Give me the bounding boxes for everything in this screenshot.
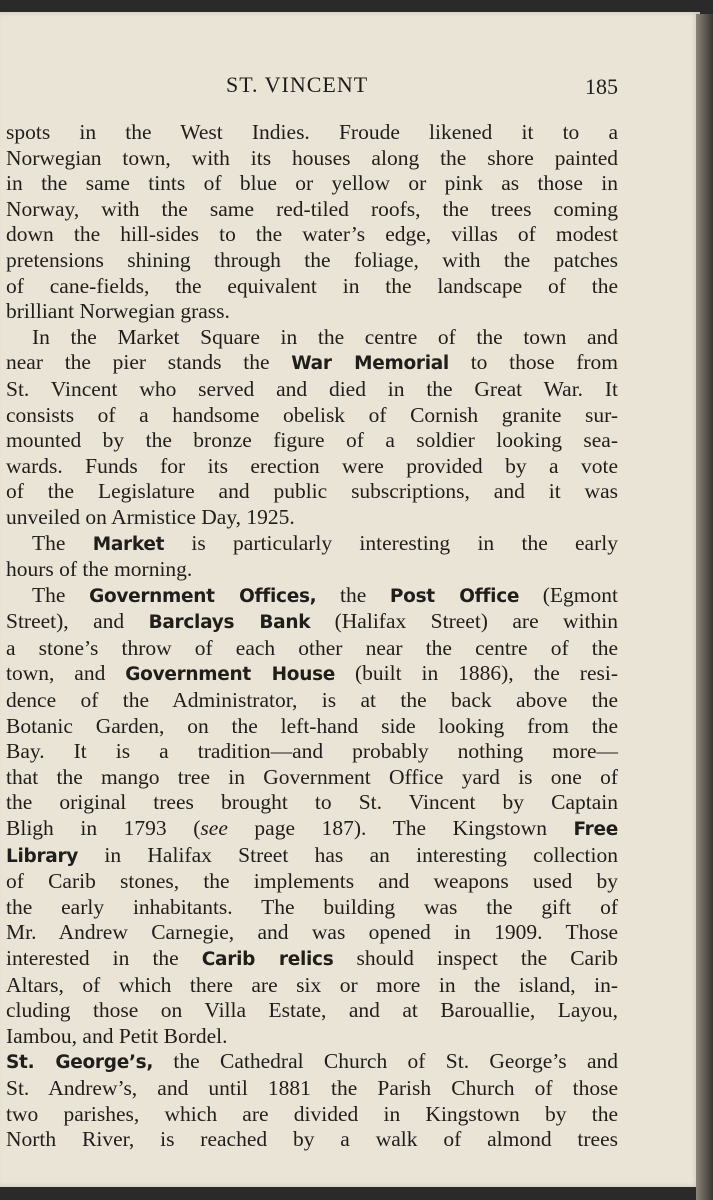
text-line: The Market is particularly interesting in the early <box>32 530 618 555</box>
heading-barclays-bank: Barclays Bank <box>148 612 311 634</box>
text-line: Norwegian town, with its houses along the shore painted <box>6 145 618 170</box>
text-line: The Government Offices, the Post Office (Egmont <box>32 582 618 607</box>
text-line: consists of a handsome obelisk of Cornish granite sur- <box>6 402 618 427</box>
text-line: of the Legislature and public subscriptions, and it was <box>6 479 618 504</box>
text-line: a stone’s throw of each other near the centre of the <box>6 635 618 660</box>
text-line: that the mango tree in Government Office yard is one of <box>6 764 618 789</box>
text-line: hours of the morning. <box>6 557 193 582</box>
book-page <box>0 12 700 1187</box>
text-line: Mr. Andrew Carnegie, and was opened in 1909. Those <box>6 920 618 945</box>
text-line: near the pier stands the War Memorial to those from <box>6 350 618 375</box>
text-line: Botanic Garden, on the left-hand side looking from the <box>6 713 618 738</box>
text-line: wards. Funds for its erection were provided by a vote <box>6 453 618 478</box>
text-line: pretensions shining through the foliage, with the patches <box>6 247 618 272</box>
heading-government-house: Government House <box>125 664 336 686</box>
text-line: In the Market Square in the centre of the town and <box>32 324 618 349</box>
text-line: down the hill-sides to the water’s edge, villas of modest <box>6 222 618 247</box>
heading-free: Free <box>573 819 618 841</box>
running-title: ST. VINCENT <box>226 72 369 97</box>
heading-library: Library <box>6 845 79 867</box>
body-text <box>6 120 618 1153</box>
heading-st-georges: St. George’s, <box>6 1052 154 1074</box>
text-line: St. Vincent who served and died in the Great War. It <box>6 376 618 401</box>
text-line: St. Andrew’s, and until 1881 the Parish Church of those <box>6 1075 618 1100</box>
page-header <box>0 72 700 108</box>
text-line: in the same tints of blue or yellow or pink as those in <box>6 171 618 196</box>
text-line: unveiled on Armistice Day, 1925. <box>6 504 295 529</box>
text-line: St. George’s, the Cathedral Church of St. George’s and <box>6 1049 618 1074</box>
text-line: of cane-fields, the equivalent in the landscape of the <box>6 273 618 298</box>
text-line: the original trees brought to St. Vincent by Captain <box>6 790 618 815</box>
heading-war-memorial: War Memorial <box>291 353 449 375</box>
text-line: Library in Halifax Street has an interesting collection <box>6 842 618 867</box>
heading-carib-relics: Carib relics <box>201 949 334 970</box>
text-line: interested in the Carib relics should inspect the Carib <box>6 946 618 970</box>
text-line: two parishes, which are divided in Kingstown by the <box>6 1101 618 1126</box>
heading-post-office: Post Office <box>389 585 520 607</box>
text-line: mounted by the bronze figure of a soldier looking sea- <box>6 428 618 453</box>
text-line: dence of the Administrator, is at the back above the <box>6 688 618 713</box>
page-number: 185 <box>585 74 618 99</box>
text-line: Norway, with the same red-tiled roofs, the trees coming <box>6 196 618 221</box>
text-line: of Carib stones, the implements and weapons used by <box>6 869 618 894</box>
book-edge <box>696 14 713 1200</box>
text-line: town, and Government House (built in 1886), the resi- <box>6 661 618 686</box>
see-italic: see <box>200 816 228 841</box>
text-line: brilliant Norwegian grass. <box>6 299 230 324</box>
text-line: spots in the West Indies. Froude likened it to a <box>6 120 618 144</box>
heading-government-offices: Government Offices, <box>89 585 317 607</box>
text-line: cluding those on Villa Estate, and at Barouallie, Layou, <box>6 998 618 1023</box>
text-line: Iambou, and Petit Bordel. <box>6 1023 228 1048</box>
heading-market: Market <box>92 533 165 555</box>
text-line: North River, is reached by a walk of almond trees <box>6 1127 618 1152</box>
text-line: the early inhabitants. The building was the gift of <box>6 894 618 919</box>
text-line: Altars, of which there are six or more in the island, in- <box>6 972 618 997</box>
text-line: Bligh in 1793 (see page 187). The Kingstown Free <box>6 816 618 841</box>
text-line: Street), and Barclays Bank (Halifax Street) are within <box>6 609 618 634</box>
text-line: Bay. It is a tradition—and probably nothing more— <box>6 739 618 764</box>
